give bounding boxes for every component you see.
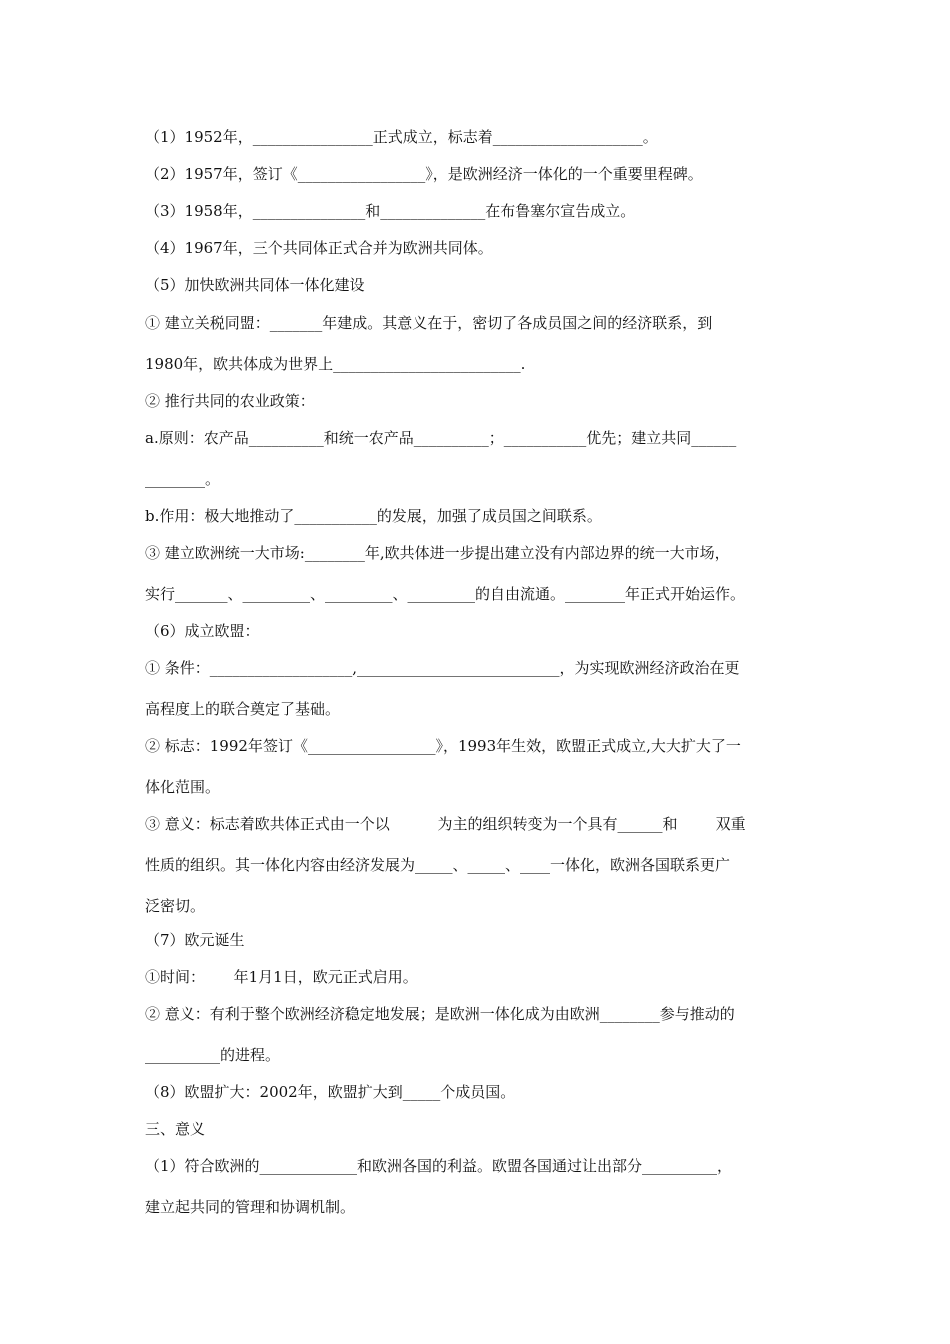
text-line: （6）成立欧盟： [145,622,260,640]
text-line: 实行_______、_________、_________、_________的自由流通。________年正式开始运作。 [145,585,746,603]
text-line: 1980年，欧共体成为世界上_________________________. [145,355,526,373]
text-line: ② 意义：有利于整个欧洲经济稳定地发展；是欧洲一体化成为由欧洲________参与推动的 [145,1005,735,1023]
text-line: ② 推行共同的农业政策： [145,392,315,410]
text-line: 泛密切。 [145,897,206,915]
text-line: （1）符合欧洲的_____________和欧洲各国的利益。欧盟各国通过让出部分__________， [145,1157,733,1175]
text-line: ________。 [145,470,221,488]
text-line: 高程度上的联合奠定了基础。 [145,700,341,718]
text-line: 建立起共同的管理和协调机制。 [145,1198,356,1216]
text-line: （7）欧元诞生 [145,931,245,949]
text-line: 性质的组织。其一体化内容由经济发展为_____、_____、____一体化，欧洲各国联系更广 [145,856,731,874]
text-line: 体化范围。 [145,778,221,796]
text-line: ③ 建立欧洲统一大市场:________年,欧共体进一步提出建立没有内部边界的统一大市场， [145,544,730,562]
text-line: ③ 意义：标志着欧共体正式由一个以 为主的组织转变为一个具有______和 双重 [145,815,746,833]
text-line: b.作用：极大地推动了___________的发展，加强了成员国之间联系。 [145,507,602,525]
text-line: （8）欧盟扩大：2002年，欧盟扩大到_____个成员国。 [145,1083,516,1101]
text-line: ①时间： 年1月1日，欧元正式启用。 [145,968,418,986]
text-line: ② 标志：1992年签订《_________________》，1993年生效，欧盟正式成立,大大扩大了一 [145,737,741,755]
text-line: （4）1967年，三个共同体正式合并为欧洲共同体。 [145,239,493,257]
text-line: a.原则：农产品__________和统一农产品__________；___________优先；建立共同______ [145,429,737,447]
text-line: （3）1958年，_______________和______________在布鲁塞尔宣告成立。 [145,202,636,220]
text-line: （2）1957年，签订《_________________》，是欧洲经济一体化的一个重要里程碑。 [145,165,703,183]
text-line: __________的进程。 [145,1046,281,1064]
text-line: （1）1952年，________________正式成立，标志着____________________。 [145,128,658,146]
text-line: ① 建立关税同盟：_______年建成。其意义在于，密切了各成员国之间的经济联系，到 [145,314,713,332]
text-line: 三、意义 [145,1120,206,1138]
text-line: （5）加快欧洲共同体一体化建设 [145,276,365,294]
text-line: ① 条件：___________________,___________________________，为实现欧洲经济政治在更 [145,659,740,677]
